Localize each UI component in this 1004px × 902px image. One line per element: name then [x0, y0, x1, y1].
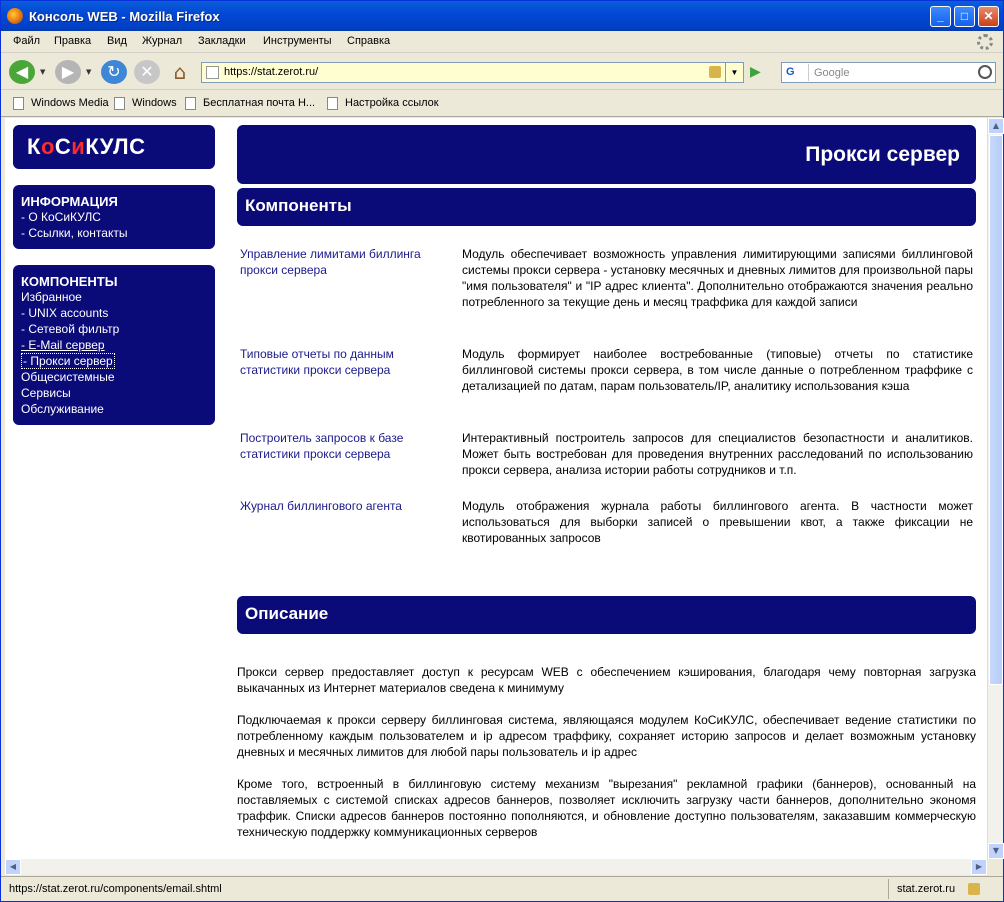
component-desc-reports: Модуль формирует наиболее востребованные (типовые) отчеты по статистике биллинговой системы прокси сервера, в том числе данные о потребленном траффике с детализацией по датам, парам пользователь/IP, аналитику использования кэша [462, 347, 973, 393]
go-arrow-icon[interactable]: ▶ [750, 64, 761, 80]
scroll-right-icon[interactable]: ▶ [971, 859, 987, 875]
reload-icon[interactable]: ↻ [101, 60, 127, 84]
maximize-button[interactable]: □ [954, 6, 975, 27]
bookmarks-toolbar [1, 91, 1003, 117]
sidebar-info-heading: ИНФОРМАЦИЯ [21, 194, 118, 209]
window-title: Консоль WEB - Mozilla Firefox [29, 9, 220, 24]
search-placeholder[interactable]: Google [814, 67, 850, 79]
menu-tools[interactable]: Инструменты [263, 35, 332, 47]
sidebar-item-services[interactable]: Сервисы [21, 386, 71, 400]
bookmark-page-icon [327, 97, 338, 110]
menu-bookmarks[interactable]: Закладки [198, 35, 246, 47]
close-button[interactable]: ✕ [978, 6, 999, 27]
description-heading-banner [237, 596, 976, 634]
menu-help[interactable]: Справка [347, 35, 391, 47]
bookmark-item[interactable]: Настройка ссылок [327, 97, 439, 109]
page-viewport [5, 118, 987, 875]
address-bar[interactable] [201, 62, 744, 83]
menu-edit[interactable]: Правка [54, 35, 92, 47]
status-host: stat.zerot.ru [888, 879, 966, 899]
search-engine-icon[interactable]: G [783, 64, 809, 81]
bookmark-item[interactable]: Бесплатная почта Н... [185, 97, 315, 109]
scroll-corner [987, 859, 1003, 875]
component-link-limits[interactable]: Управление лимитами биллинга прокси сервера [240, 247, 421, 277]
sidebar-components-panel [13, 265, 215, 425]
scroll-left-icon[interactable]: ◀ [5, 859, 21, 875]
sidebar-item-system[interactable]: Общесистемные [21, 370, 115, 384]
lock-icon[interactable] [709, 66, 721, 78]
logo-text: КоСиКУЛС [27, 134, 146, 159]
component-link-query-builder[interactable]: Построитель запросов к базе статистики прокси сервера [240, 431, 404, 461]
title-bar[interactable] [1, 1, 1003, 31]
status-lock-icon[interactable] [968, 883, 980, 895]
components-heading: Компоненты [245, 196, 352, 215]
scroll-up-icon[interactable]: ▲ [988, 118, 1004, 134]
search-icon[interactable] [978, 65, 992, 79]
menu-view[interactable]: Вид [107, 35, 127, 47]
bookmark-page-icon [185, 97, 196, 110]
page-title-banner [237, 125, 976, 184]
page-icon [206, 66, 219, 79]
site-logo[interactable] [13, 125, 215, 169]
sidebar-item-email-server[interactable]: - E-Mail сервер [21, 338, 105, 352]
url-dropdown-icon[interactable]: ▼ [725, 63, 743, 82]
component-desc-query-builder: Интерактивный построитель запросов для специалистов безопастности и аналитиков. Может быть востребован для проведения внутренних расследований по использованию прокси сервера, анализа истории работы сотрудников и т.п. [462, 431, 973, 477]
sidebar-info-panel [13, 185, 215, 249]
navigation-toolbar [1, 54, 1003, 90]
firefox-icon [7, 8, 23, 24]
forward-arrow-icon[interactable]: ▶ [55, 60, 81, 84]
description-heading: Описание [245, 604, 329, 623]
bookmark-item[interactable]: Windows Media [13, 97, 109, 109]
components-heading-banner [237, 188, 976, 226]
throbber-icon [977, 34, 993, 50]
sidebar-item-unix-accounts[interactable]: - UNIX accounts [21, 306, 109, 320]
sidebar-item-maintenance[interactable]: Обслуживание [21, 402, 104, 416]
back-arrow-icon[interactable]: ◀ [9, 60, 35, 84]
vertical-scrollbar[interactable] [987, 118, 1003, 859]
bookmark-item[interactable]: Windows [114, 97, 177, 109]
page-title: Прокси сервер [805, 143, 960, 166]
menu-file[interactable]: Файл [13, 35, 41, 47]
scroll-thumb[interactable] [989, 135, 1003, 685]
status-url: https://stat.zerot.ru/components/email.shtml [9, 883, 222, 895]
back-dropdown-icon[interactable]: ▼ [40, 68, 46, 76]
component-desc-limits: Модуль обеспечивает возможность управления лимитирующими записями биллинговой системы прокси сервера - установку месячных и дневных лимитов для произвольной пары "имя пользователя" и "IP адрес клиента". Дополнительно отображаются значения реально потребленного за текущие день и месяц траффика для каждой записи [462, 247, 973, 309]
description-paragraph: Прокси сервер предоставляет доступ к ресурсам WEB с обеспечением кэширования, благодаря чему повторная загрузка выкачанных из Интернет материалов сведена к минимуму [237, 665, 976, 695]
bookmark-page-icon [114, 97, 125, 110]
search-box[interactable] [781, 62, 996, 83]
sidebar-item-favorites[interactable]: Избранное [21, 290, 82, 304]
sidebar-item-network-filter[interactable]: - Сетевой фильтр [21, 322, 120, 336]
status-bar [1, 876, 1003, 901]
menu-bar [1, 31, 1003, 53]
scroll-down-icon[interactable]: ▼ [988, 843, 1004, 859]
sidebar-components-heading: КОМПОНЕНТЫ [21, 274, 118, 289]
component-link-agent-log[interactable]: Журнал биллингового агента [240, 499, 402, 513]
description-paragraph: Кроме того, встроенный в биллинговую систему механизм "вырезания" рекламной графики (баннеров), основанный на поставляемых с системой списках адресов баннеров, позволяет исключить загрузку части баннеров, дополнительно экономя траффик. Списки адресов баннеров постоянно пополняются, и обновление доступно пользователям, заказавшим коммерческую техническую поддержку коммуникационных серверов [237, 777, 976, 839]
url-text[interactable]: https://stat.zerot.ru/ [224, 66, 319, 78]
sidebar-item-proxy-server[interactable]: - Прокси сервер [23, 354, 113, 368]
sidebar-item-about[interactable]: - О КоСиКУЛС [21, 210, 101, 224]
minimize-button[interactable]: _ [930, 6, 951, 27]
stop-icon[interactable]: ✕ [134, 60, 160, 84]
home-icon[interactable]: ⌂ [173, 60, 187, 84]
component-desc-agent-log: Модуль отображения журнала работы биллингового агента. В частности может использоваться для выборки записей о превышении квот, а также фиксации не квотированных запросов [462, 499, 973, 545]
sidebar-item-links[interactable]: - Ссылки, контакты [21, 226, 128, 240]
horizontal-scrollbar[interactable] [5, 859, 987, 875]
component-link-reports[interactable]: Типовые отчеты по данным статистики прокси сервера [240, 347, 394, 377]
menu-history[interactable]: Журнал [142, 35, 183, 47]
forward-dropdown-icon[interactable]: ▼ [86, 68, 92, 76]
description-paragraph: Подключаемая к прокси серверу биллинговая система, являющаяся модулем КоСиКУЛС, обеспечивает ведение статистики по потребленному каждым пользователем и ip адресом траффику, сохраняет историю запросов и делает возможным установку дневных и месячных лимитов для любой пары пользователь и ip адрес [237, 713, 976, 759]
bookmark-page-icon [13, 97, 24, 110]
